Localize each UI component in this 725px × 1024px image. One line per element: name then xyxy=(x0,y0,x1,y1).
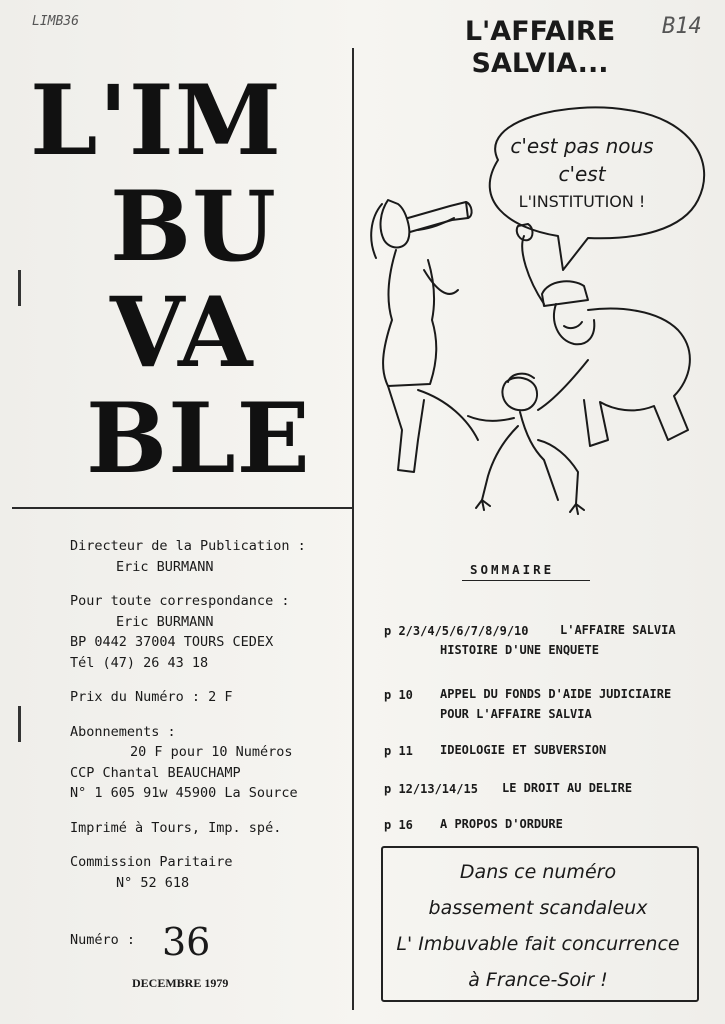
commission-label: Commission Paritaire xyxy=(70,854,233,870)
toc-title: L'AFFAIRE SALVIA xyxy=(560,623,676,637)
ccp-number: N° 1 605 91w 45900 La Source xyxy=(70,785,298,801)
title-underline xyxy=(462,580,590,581)
archive-code-annotation: LIMB36 xyxy=(32,14,79,29)
issue-date: DECEMBRE 1979 xyxy=(132,976,229,990)
toc-pages: p 11 xyxy=(384,744,413,758)
binding-mark xyxy=(18,706,21,742)
toc-pages: p 10 xyxy=(384,688,413,702)
toc-subtitle: HISTOIRE D'UNE ENQUETE xyxy=(440,643,599,657)
bubble-line: c'est pas nous xyxy=(510,134,654,158)
correspondence-name: Eric BURMANN xyxy=(116,613,214,630)
printer-info: Imprimé à Tours, Imp. spé. xyxy=(70,819,282,836)
publication-info xyxy=(70,536,306,893)
postal-address: BP 0442 37004 TOURS CEDEX xyxy=(70,634,274,650)
callout-line: L' Imbuvable fait concurrence xyxy=(396,933,680,955)
subscriptions-detail: 20 F pour 10 Numéros xyxy=(130,744,293,760)
toc-title: A PROPOS D'ORDURE xyxy=(440,817,563,831)
toc-pages: p 12/13/14/15 xyxy=(384,782,478,796)
table-of-contents-title: SOMMAIRE xyxy=(470,562,555,577)
masthead-line: BLE xyxy=(86,382,311,495)
callout-line: Dans ce numéro xyxy=(459,861,617,883)
correspondence-label: Pour toute correspondance : xyxy=(70,593,290,609)
masthead-line: BU xyxy=(110,170,277,283)
director-name: Eric BURMANN xyxy=(116,558,214,575)
ccp-account: CCP Chantal BEAUCHAMP xyxy=(70,764,241,781)
toc-pages: p 2/3/4/5/6/7/8/9/10 xyxy=(384,624,529,638)
toc-title: IDEOLOGIE ET SUBVERSION xyxy=(440,743,607,757)
bubble-line: c'est xyxy=(558,162,606,186)
binding-mark xyxy=(18,270,21,306)
commission-number: N° 52 618 xyxy=(116,874,190,891)
toc-title: LE DROIT AU DELIRE xyxy=(502,781,633,795)
toc-pages: p 16 xyxy=(384,818,413,832)
bubble-line: L'INSTITUTION ! xyxy=(518,192,646,211)
issue-number-label: Numéro : xyxy=(70,932,136,948)
subscriptions-label: Abonnements : xyxy=(70,723,176,740)
column-divider xyxy=(352,48,354,1010)
callout-line: bassement scandaleux xyxy=(428,897,648,919)
issue-price: Prix du Numéro : 2 F xyxy=(70,689,233,705)
section-divider xyxy=(12,507,352,509)
archive-number-annotation: B14 xyxy=(662,14,702,39)
headline-line: L'AFFAIRE xyxy=(464,16,616,47)
phone-number: Tél (47) 26 43 18 xyxy=(70,654,209,671)
speech-bubble-text xyxy=(472,132,692,216)
callout-text xyxy=(381,854,695,998)
masthead-line: VA xyxy=(110,276,254,389)
callout-line: à France-Soir ! xyxy=(468,969,608,991)
cover-headline xyxy=(430,16,650,80)
toc-subtitle: POUR L'AFFAIRE SALVIA xyxy=(440,707,592,721)
director-label: Directeur de la Publication : xyxy=(70,538,306,554)
issue-number: 36 xyxy=(162,920,211,964)
masthead-line: L'IM xyxy=(30,64,283,177)
toc-title: APPEL DU FONDS D'AIDE JUDICIAIRE xyxy=(440,687,672,701)
headline-line: SALVIA... xyxy=(471,48,609,79)
